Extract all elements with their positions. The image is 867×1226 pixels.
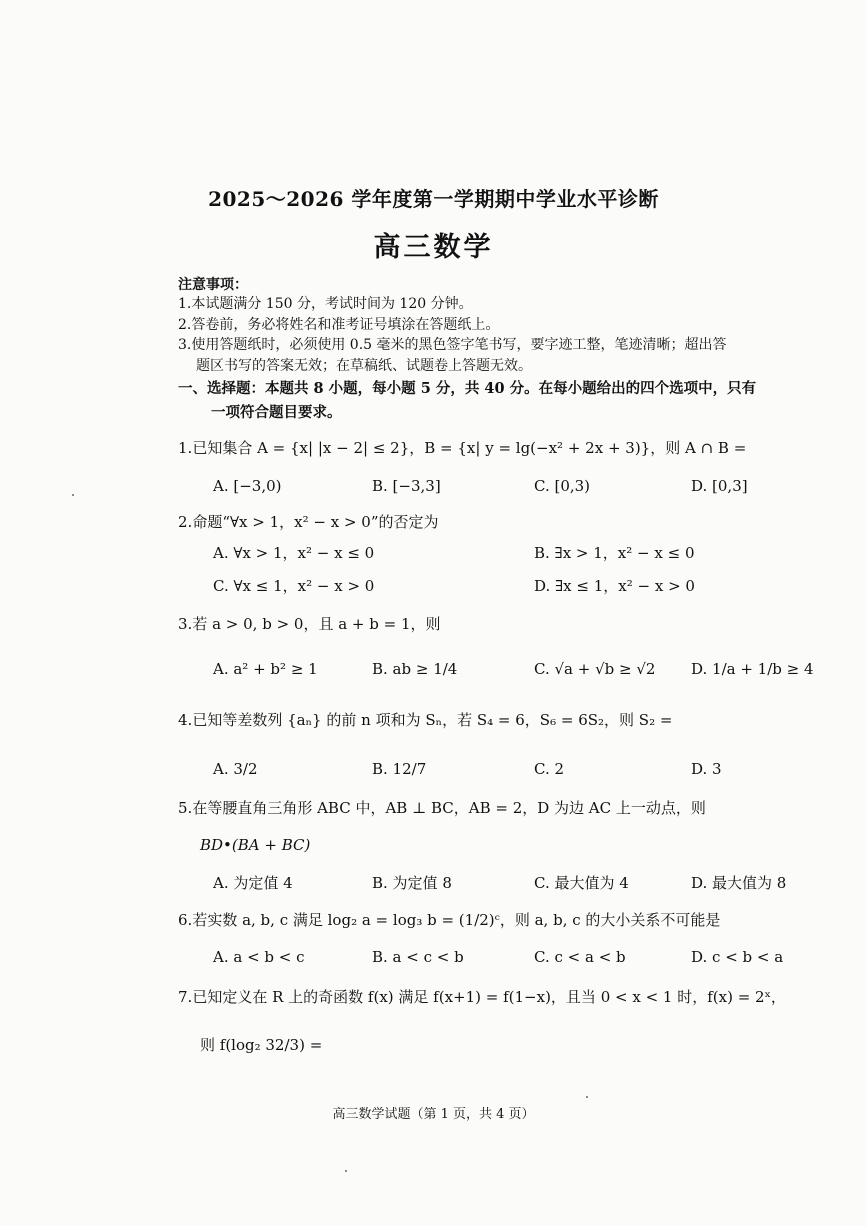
option-b: B. 12/7 [372, 760, 427, 778]
option-d: D. c < b < a [691, 948, 784, 966]
question-4 [178, 709, 672, 730]
scan-speck [586, 1096, 588, 1098]
option-d: D. 1/a + 1/b ≥ 4 [691, 660, 814, 678]
page-footer: 高三数学试题（第 1 页，共 4 页） [332, 1107, 535, 1122]
question-number: 4. [178, 711, 193, 729]
question-stem: 已知集合 A = {x| |x − 2| ≤ 2}，B = {x| y = lg(−x² + 2x + 3)}，则 A ∩ B = [192, 439, 747, 457]
scan-speck [345, 1170, 347, 1172]
option-a: A. a < b < c [213, 948, 305, 966]
question-3 [178, 613, 441, 634]
option-a: A. 为定值 4 [213, 874, 293, 892]
question-number: 6. [178, 911, 193, 929]
option-c: C. 最大值为 4 [534, 874, 629, 892]
option-a: A. ∀x > 1，x² − x ≤ 0 [213, 544, 375, 562]
scan-speck [72, 494, 74, 496]
section-instruction: 一、选择题：本题共 8 小题，每小题 5 分，共 40 分。在每小题给出的四个选项中，只有 [178, 380, 757, 397]
question-stem: 已知等差数列 {aₙ} 的前 n 项和为 Sₙ，若 S₄ = 6，S₆ = 6S₂，则 S₂ = [192, 711, 673, 729]
question-7-continuation: 则 f(log₂ 32/3) = [200, 1036, 323, 1054]
question-stem: 若 a > 0, b > 0，且 a + b = 1，则 [192, 615, 441, 633]
section-instruction-cont: 一项符合题目要求。 [211, 404, 342, 421]
question-5 [178, 797, 706, 818]
question-stem: 若实数 a, b, c 满足 log₂ a = log₃ b = (1/2)ᶜ，则 a, b, c 的大小关系不可能是 [192, 911, 721, 929]
notice-item: 题区书写的答案无效；在草稿纸、试题卷上答题无效。 [196, 358, 532, 374]
option-b: B. [−3,3] [372, 477, 441, 495]
question-stem: 在等腰直角三角形 ABC 中，AB ⊥ BC，AB = 2，D 为边 AC 上一动点，则 [192, 799, 706, 817]
option-b: B. 为定值 8 [372, 874, 452, 892]
question-stem: 命题“∀x > 1，x² − x > 0”的否定为 [192, 513, 439, 531]
exam-title: 2025～2026 学年度第一学期期中学业水平诊断 [208, 187, 659, 211]
option-d: D. ∃x ≤ 1，x² − x > 0 [534, 577, 695, 595]
question-6 [178, 909, 720, 930]
question-number: 2. [178, 513, 193, 531]
vector-expression: BD•(BA + BC) [200, 836, 311, 854]
option-a: A. a² + b² ≥ 1 [213, 660, 318, 678]
option-d: D. 3 [691, 760, 722, 778]
option-c: C. √a + √b ≥ √2 [534, 660, 656, 678]
notice-item: 1.本试题满分 150 分，考试时间为 120 分钟。 [178, 296, 473, 312]
option-d: D. 最大值为 8 [691, 874, 787, 892]
notice-item: 2.答卷前，务必将姓名和准考证号填涂在答题纸上。 [178, 317, 500, 333]
question-2 [178, 511, 439, 532]
option-b: B. a < c < b [372, 948, 464, 966]
option-a: A. 3/2 [213, 760, 258, 778]
option-c: C. ∀x ≤ 1，x² − x > 0 [213, 577, 375, 595]
question-1 [178, 437, 746, 458]
question-number: 3. [178, 615, 193, 633]
question-number: 1. [178, 439, 193, 457]
option-b: B. ∃x > 1，x² − x ≤ 0 [534, 544, 695, 562]
exam-subject: 高三数学 [373, 232, 494, 263]
question-stem: 已知定义在 R 上的奇函数 f(x) 满足 f(x+1) = f(1−x)，且当 0 < x < 1 时，f(x) = 2ˣ， [192, 988, 786, 1006]
question-number: 7. [178, 988, 193, 1006]
notice-item: 3.使用答题纸时，必须使用 0.5 毫米的黑色签字笔书写，要字迹工整，笔迹清晰；超出答 [178, 337, 727, 353]
option-c: C. [0,3) [534, 477, 591, 495]
question-7 [178, 986, 786, 1007]
option-c: C. 2 [534, 760, 565, 778]
option-b: B. ab ≥ 1/4 [372, 660, 458, 678]
notice-heading: 注意事项： [178, 277, 248, 293]
option-c: C. c < a < b [534, 948, 626, 966]
question-number: 5. [178, 799, 193, 817]
option-a: A. [−3,0) [213, 477, 282, 495]
option-d: D. [0,3] [691, 477, 748, 495]
